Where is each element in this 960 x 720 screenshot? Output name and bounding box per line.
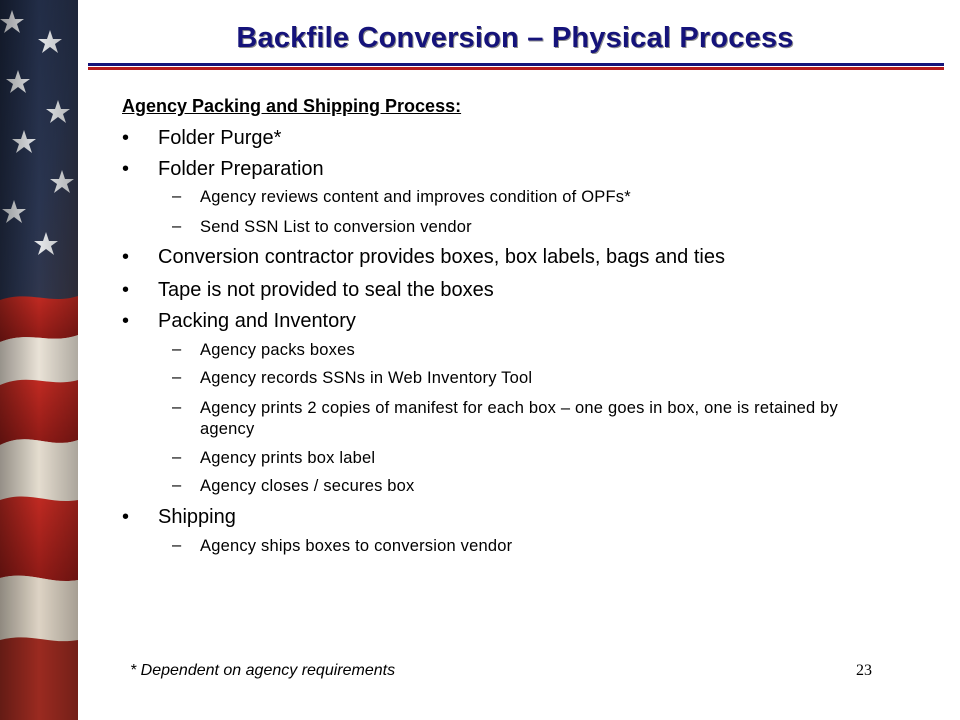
dash-icon: – bbox=[172, 187, 182, 205]
bullet-icon: • bbox=[122, 246, 130, 268]
list-item-text: Packing and Inventory bbox=[158, 310, 356, 332]
list-subitem-text: Send SSN List to conversion vendor bbox=[200, 218, 472, 236]
dash-icon: – bbox=[172, 476, 182, 494]
list-subitem-text: Agency reviews content and improves condition of OPFs* bbox=[200, 188, 631, 206]
bullet-icon: • bbox=[122, 506, 130, 528]
list-item-text: Shipping bbox=[158, 506, 236, 528]
dash-icon: – bbox=[172, 340, 182, 358]
dash-icon: – bbox=[172, 448, 182, 466]
slide-title: Backfile Conversion – Physical Process bbox=[236, 22, 794, 54]
list-item-text: Conversion contractor provides boxes, box labels, bags and ties bbox=[158, 246, 725, 268]
bullet-icon: • bbox=[122, 158, 130, 180]
list-subitem-text: Agency ships boxes to conversion vendor bbox=[200, 537, 513, 555]
dash-icon: – bbox=[172, 398, 182, 416]
section-heading: Agency Packing and Shipping Process: bbox=[122, 96, 462, 116]
dash-icon: – bbox=[172, 217, 182, 235]
bullet-icon: • bbox=[122, 279, 130, 301]
list-subitem-text: Agency closes / secures box bbox=[200, 477, 415, 495]
bullet-icon: • bbox=[122, 310, 130, 332]
dash-icon: – bbox=[172, 368, 182, 386]
list-item-text: Tape is not provided to seal the boxes bbox=[158, 279, 494, 301]
list-subitem-text: Agency packs boxes bbox=[200, 341, 355, 359]
footnote: * Dependent on agency requirements bbox=[130, 662, 396, 679]
page-number: 23 bbox=[856, 662, 872, 679]
list-subitem-text: Agency prints 2 copies of manifest for each box – one goes in box, one is retained by agency bbox=[200, 399, 838, 438]
list-subitem-text: Agency prints box label bbox=[200, 449, 376, 467]
list-item-text: Folder Purge* bbox=[158, 127, 282, 149]
dash-icon: – bbox=[172, 536, 182, 554]
list-subitem-text: Agency records SSNs in Web Inventory Tool bbox=[200, 369, 533, 387]
list-item-text: Folder Preparation bbox=[158, 158, 324, 180]
bullet-icon: • bbox=[122, 127, 130, 149]
